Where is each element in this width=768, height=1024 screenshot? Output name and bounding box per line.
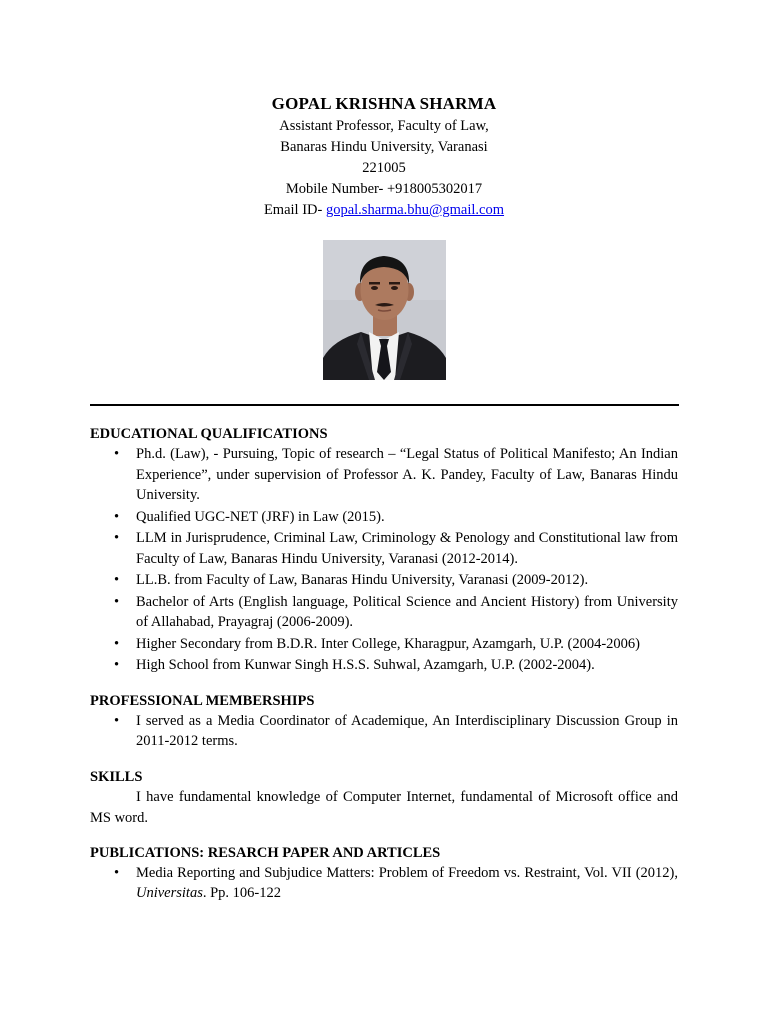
bullet-icon: • [114,864,120,881]
bullet-icon: • [114,530,120,546]
publications-list [90,863,678,904]
list-item: • I served as a Media Coordinator of Academique, An Interdisciplinary Discussion Group in 2011-2012 terms. [114,712,678,749]
email-link[interactable]: gopal.sharma.bhu@gmail.com [325,202,505,218]
header-divider [90,404,679,406]
skills-heading: SKILLS [90,768,143,785]
bullet-icon: • [114,508,120,525]
email-line [0,200,768,221]
bullet-icon: • [114,446,120,462]
education-list [90,444,678,676]
mobile-number: Mobile Number- +918005302017 [285,181,483,197]
bullet-icon: • [114,635,120,652]
bullet-icon: • [114,657,120,673]
bullet-icon: • [114,572,120,588]
publications-heading: PUBLICATIONS: RESARCH PAPER AND ARTICLES [90,844,441,861]
list-item: • Bachelor of Arts (English language, Political Science and Ancient History) from University of Allahabad, Prayagraj (2006-2009). [114,593,678,630]
bullet-icon: • [114,712,120,729]
list-item: • Media Reporting and Subjudice Matters: Problem of Freedom vs. Restraint, Vol. VII (2012), Universitas. Pp. 106-122 [114,864,678,901]
resume-body [90,424,678,905]
list-item: • Ph.d. (Law), - Pursuing, Topic of research – “Legal Status of Political Manifesto; An Indian Experience”, under supervision of Professor A. K. Pandey, Faculty of Law, Banaras Hindu University. [114,446,678,503]
institution: Banaras Hindu University, Varanasi [280,139,488,155]
designation: Assistant Professor, Faculty of Law, [279,118,489,134]
education-heading: EDUCATIONAL QUALIFICATIONS [90,426,328,442]
journal-name: Universitas [136,885,203,901]
bullet-icon: • [114,593,120,610]
resume-header [0,92,768,221]
list-item: • LLM in Jurisprudence, Criminal Law, Criminology & Penology and Constitutional law from Faculty of Law, Banaras Hindu University, Varanasi (2012-2014). [114,530,678,567]
person-name: GOPAL KRISHNA SHARMA [271,94,497,113]
list-item: • LL.B. from Faculty of Law, Banaras Hindu University, Varanasi (2009-2012). [90,570,678,591]
memberships-heading: PROFESSIONAL MEMBERSHIPS [90,692,315,709]
postal-code: 221005 [362,160,406,176]
memberships-list [90,711,678,752]
profile-photo [323,240,446,380]
list-item: • Qualified UGC-NET (JRF) in Law (2015). [90,507,678,528]
list-item: • Higher Secondary from B.D.R. Inter College, Kharagpur, Azamgarh, U.P. (2004-2006) [90,634,678,655]
email-label: Email ID- [263,202,326,218]
list-item: • High School from Kunwar Singh H.S.S. Suhwal, Azamgarh, U.P. (2002-2004). [90,655,678,676]
skills-text: I have fundamental knowledge of Computer Internet, fundamental of Microsoft office and MS word. [90,788,678,826]
